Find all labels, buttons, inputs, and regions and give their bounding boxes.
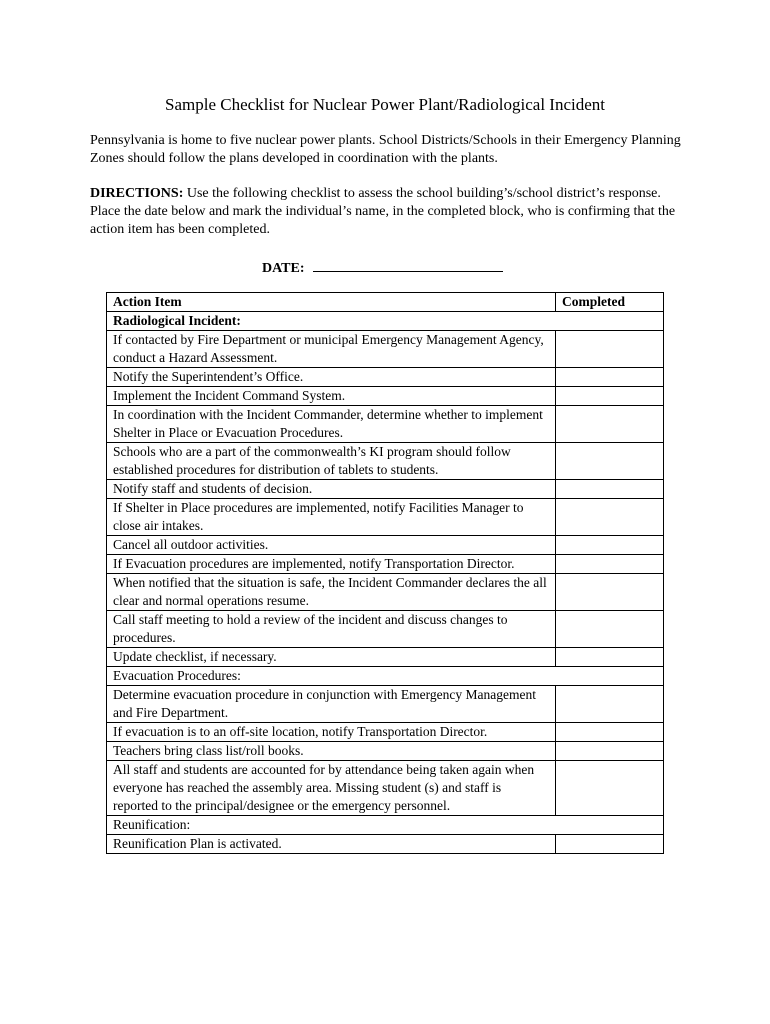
completed-cell[interactable] [556,761,664,816]
header-completed: Completed [556,293,664,312]
action-item-cell: When notified that the situation is safe, the Incident Commander declares the all clear and normal operations resume. [107,574,556,611]
table-row [107,648,664,667]
completed-cell[interactable] [556,648,664,667]
completed-cell[interactable] [556,406,664,443]
table-row [107,499,664,536]
action-item-cell: Notify staff and students of decision. [107,480,556,499]
table-row [107,574,664,611]
completed-cell[interactable] [556,611,664,648]
section-row [107,667,664,686]
action-item-cell: Schools who are a part of the commonwealth’s KI program should follow established procedures for distribution of tablets to students. [107,443,556,480]
action-item-cell: Determine evacuation procedure in conjunction with Emergency Management and Fire Department. [107,686,556,723]
table-row [107,443,664,480]
action-item-cell: Reunification Plan is activated. [107,835,556,854]
checklist-body [107,312,664,854]
completed-cell[interactable] [556,555,664,574]
document-title: Sample Checklist for Nuclear Power Plant/Radiological Incident [165,95,605,114]
action-item-cell: All staff and students are accounted for by attendance being taken again when everyone has reached the assembly area. Missing student (s) and staff is reported to the principal/designee or the emergency personnel. [107,761,556,816]
section-heading: Radiological Incident: [107,312,664,331]
action-item-cell: In coordination with the Incident Commander, determine whether to implement Shelter in Place or Evacuation Procedures. [107,406,556,443]
completed-cell[interactable] [556,742,664,761]
table-row [107,835,664,854]
completed-cell[interactable] [556,536,664,555]
table-row [107,368,664,387]
completed-cell[interactable] [556,723,664,742]
table-row [107,723,664,742]
action-item-cell: Notify the Superintendent’s Office. [107,368,556,387]
action-item-cell: Implement the Incident Command System. [107,387,556,406]
table-header-row [107,293,664,312]
directions-label: DIRECTIONS: [90,186,184,201]
completed-cell[interactable] [556,368,664,387]
action-item-cell: If evacuation is to an off-site location, notify Transportation Director. [107,723,556,742]
table-row [107,331,664,368]
action-item-cell: If Shelter in Place procedures are implemented, notify Facilities Manager to close air intakes. [107,499,556,536]
action-item-cell: Cancel all outdoor activities. [107,536,556,555]
table-row [107,406,664,443]
intro-paragraph: Pennsylvania is home to five nuclear power plants. School Districts/Schools in their Emergency Planning Zones should follow the plans developed in coordination with the plants. [90,133,681,166]
table-row [107,555,664,574]
completed-cell[interactable] [556,574,664,611]
date-row [262,257,503,278]
action-item-cell: Call staff meeting to hold a review of the incident and discuss changes to procedures. [107,611,556,648]
section-row [107,312,664,331]
completed-cell[interactable] [556,835,664,854]
completed-cell[interactable] [556,387,664,406]
checklist-table [106,292,664,854]
completed-cell[interactable] [556,499,664,536]
action-item-cell: Update checklist, if necessary. [107,648,556,667]
directions-text: Use the following checklist to assess the school building’s/school district’s response. Place the date below and mark the individual’s name, in the completed block, who is confirming that the action item has been completed. [90,186,676,237]
date-label: DATE: [262,261,305,276]
completed-cell[interactable] [556,686,664,723]
completed-cell[interactable] [556,480,664,499]
section-heading: Reunification: [107,816,664,835]
date-field[interactable] [313,257,503,272]
completed-cell[interactable] [556,331,664,368]
section-row [107,816,664,835]
action-item-cell: If Evacuation procedures are implemented, notify Transportation Director. [107,555,556,574]
directions-paragraph [90,185,690,239]
table-row [107,761,664,816]
action-item-cell: If contacted by Fire Department or municipal Emergency Management Agency, conduct a Hazard Assessment. [107,331,556,368]
table-row [107,480,664,499]
action-item-cell: Teachers bring class list/roll books. [107,742,556,761]
table-row [107,387,664,406]
table-row [107,536,664,555]
section-heading: Evacuation Procedures: [107,667,664,686]
table-row [107,742,664,761]
table-row [107,611,664,648]
completed-cell[interactable] [556,443,664,480]
table-row [107,686,664,723]
header-action-item: Action Item [107,293,556,312]
